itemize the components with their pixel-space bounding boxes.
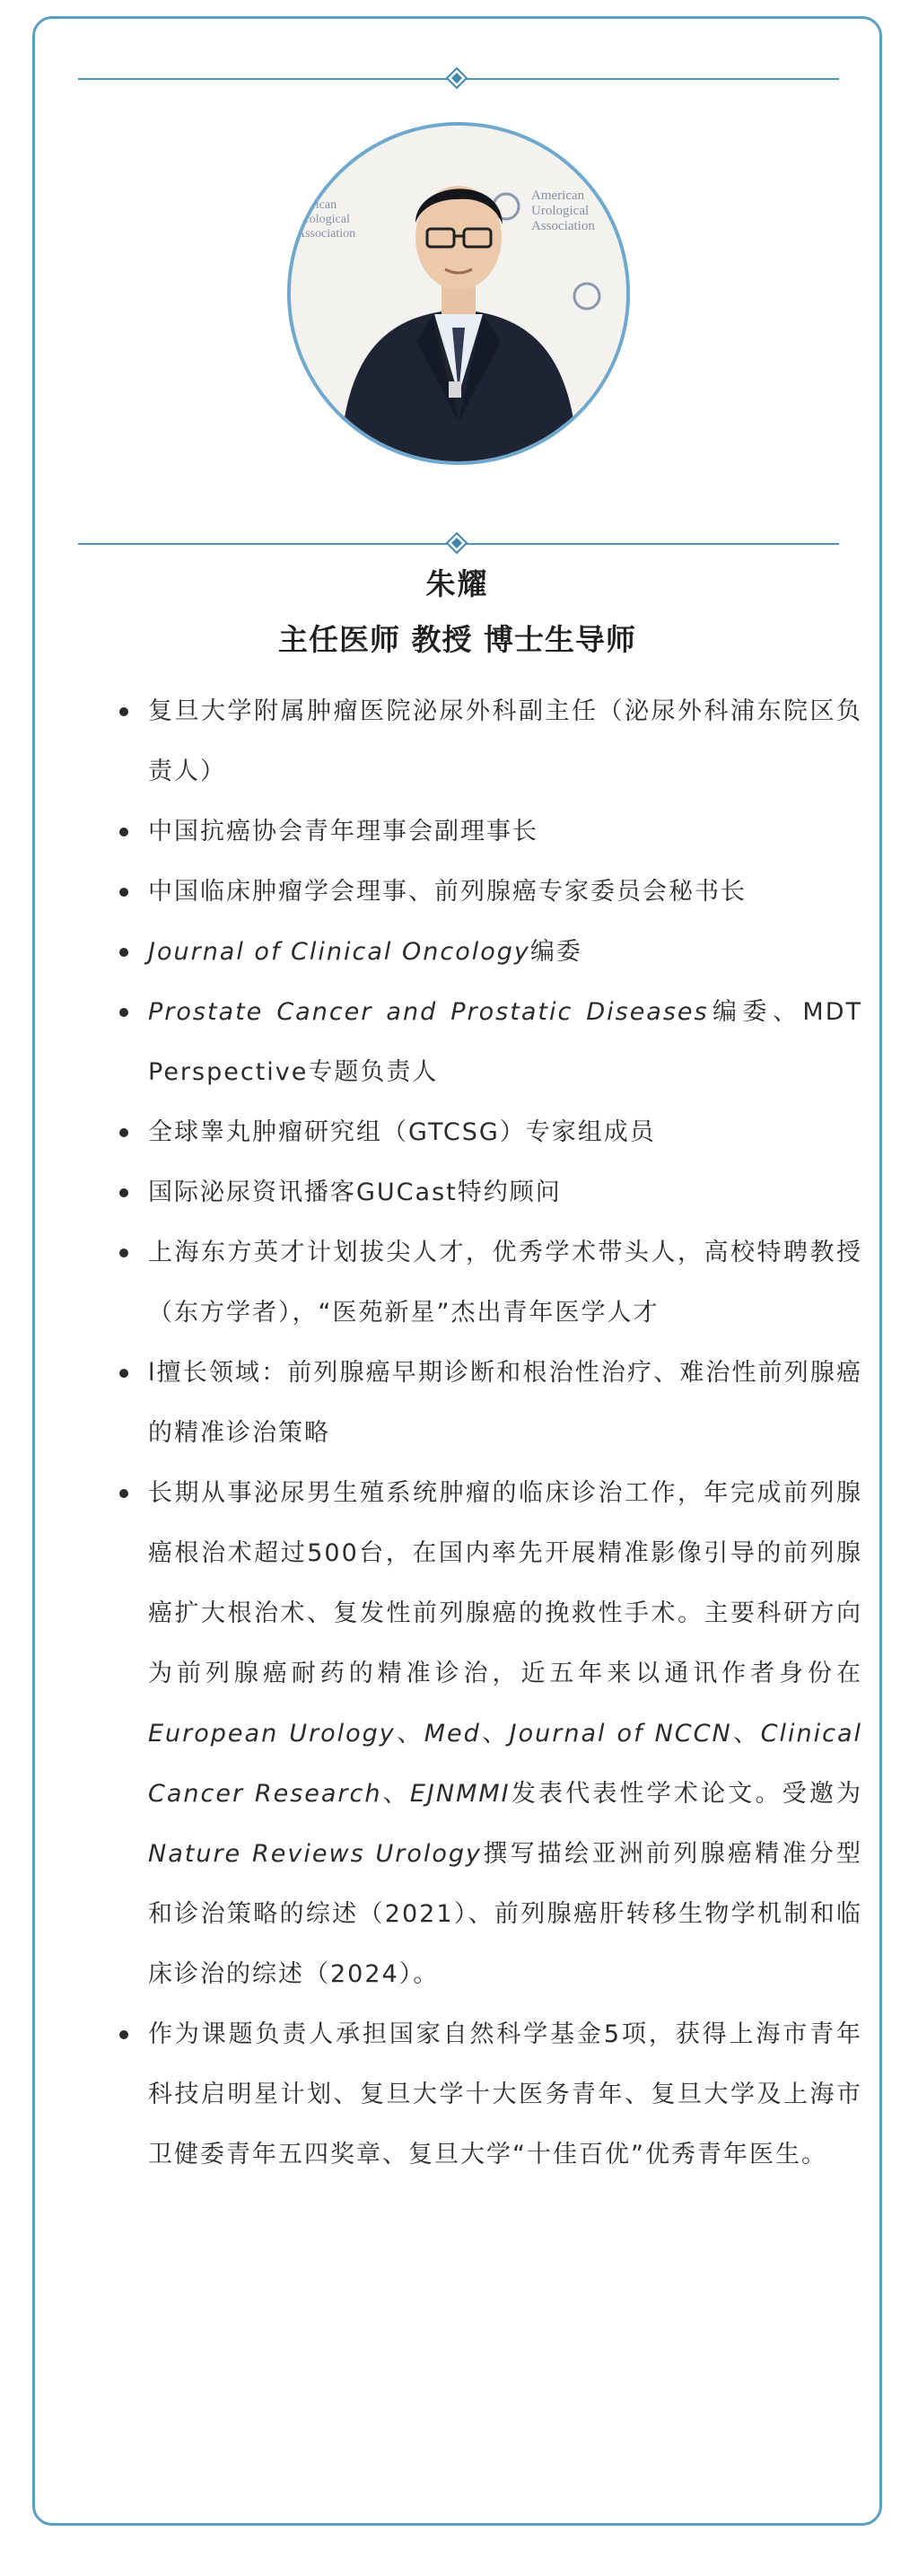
svg-text:Association: Association	[296, 227, 356, 241]
bio-item: 全球睾丸肿瘤研究组（GTCSG）专家组成员	[118, 1102, 862, 1162]
diamond-ornament-icon	[446, 532, 468, 554]
bio-item: 中国临床肿瘤学会理事、前列腺癌专家委员会秘书长	[118, 862, 862, 922]
diamond-ornament-icon	[446, 67, 468, 89]
bio-list	[118, 681, 862, 2185]
bio-item: 复旦大学附属肿瘤医院泌尿外科副主任（泌尿外科浦东院区负责人）	[118, 681, 862, 802]
doctor-title: 主任医师 教授 博士生导师	[278, 622, 636, 657]
bio-item: 作为课题负责人承担国家自然科学基金5项，获得上海市青年科技启明星计划、复旦大学十大医务青年、复旦大学及上海市卫健委青年五四奖章、复旦大学“十佳百优”优秀青年医生。	[118, 2004, 862, 2185]
profile-card	[32, 16, 882, 2526]
bio-item: l擅长领域：前列腺癌早期诊断和根治性治疗、难治性前列腺癌的精准诊治策略	[118, 1343, 862, 1463]
doctor-portrait-photo	[287, 122, 630, 465]
backdrop-text-2: Urological	[531, 204, 590, 218]
svg-text:Urological: Urological	[296, 213, 350, 226]
bio-item: 长期从事泌尿男生殖系统肿瘤的临床诊治工作，年完成前列腺癌根治术超过500台，在国内率先开展精准影像引导的前列腺癌扩大根治术、复发性前列腺癌的挽救性手术。主要科研方向为前列腺癌耐药的精准诊治，近五年来以通讯作者身份在European Urology、Med、Journal of NCCN、Clinical Cancer Research、EJNMMI发表代表性学术论文。受邀为Nature Reviews Urology撰写描绘亚洲前列腺癌精准分型和诊治策略的综述（2021）、前列腺癌肝转移生物学机制和临床诊治的综述（2024）。	[118, 1463, 862, 2004]
bio-item: 中国抗癌协会青年理事会副理事长	[118, 802, 862, 862]
portrait-illustration	[291, 126, 626, 461]
backdrop-text-1: American	[531, 188, 585, 203]
doctor-name: 朱耀	[425, 566, 489, 601]
svg-text:merican: merican	[296, 198, 337, 212]
bio-item: Prostate Cancer and Prostatic Diseases编委、MDT Perspective专题负责人	[118, 982, 862, 1102]
backdrop-text-3: Association	[531, 219, 595, 233]
top-divider	[78, 66, 839, 92]
bio-item: 上海东方英才计划拔尖人才，优秀学术带头人，高校特聘教授（东方学者），“医苑新星”杰出青年医学人才	[118, 1222, 862, 1343]
bio-item: Journal of Clinical Oncology编委	[118, 922, 862, 982]
bottom-divider	[78, 530, 839, 557]
bio-item: 国际泌尿资讯播客GUCast特约顾问	[118, 1162, 862, 1222]
